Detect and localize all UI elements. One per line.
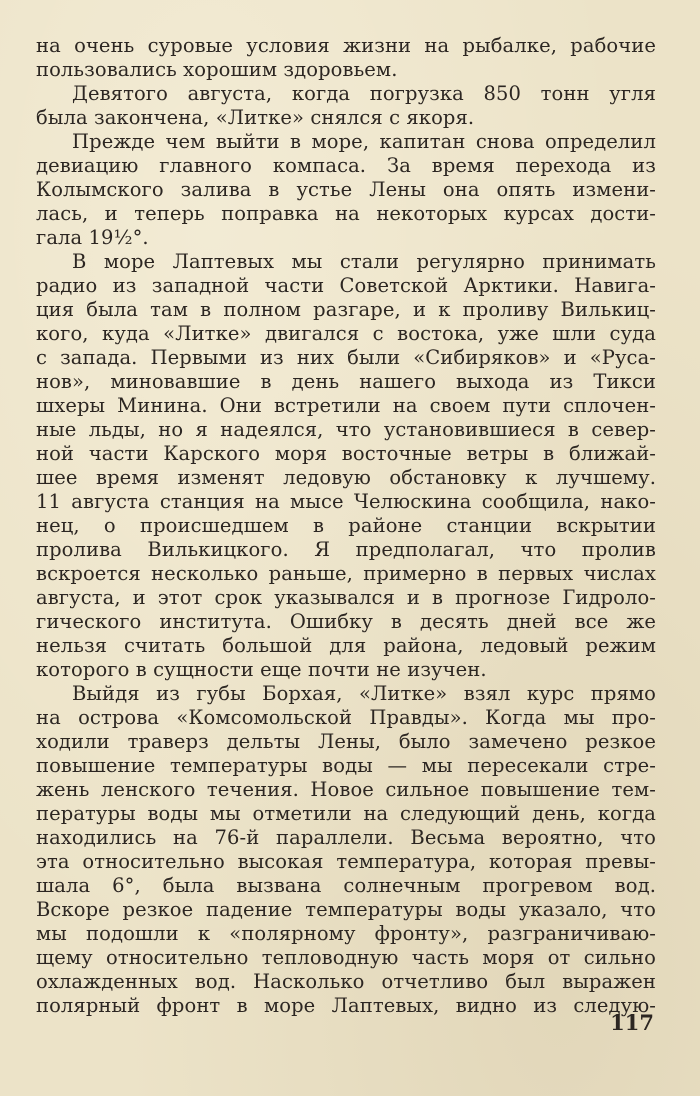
text-line: ной части Карского моря восточные ветры в ближай- xyxy=(36,442,656,465)
text-line: нельзя считать большой для района, ледовый режим xyxy=(36,634,656,657)
text-line: Девятого августа, когда погрузка 850 тонн угля xyxy=(72,82,656,105)
text-line: на острова «Комсомольской Правды». Когда мы про- xyxy=(36,706,656,729)
text-line: Прежде чем выйти в море, капитан снова определил xyxy=(72,130,656,153)
text-line: щему относительно тепловодную часть моря от сильно xyxy=(36,946,656,969)
body-text xyxy=(36,34,656,1018)
text-line: полярный фронт в море Лаптевых, видно из следую- xyxy=(36,994,656,1017)
text-line: на очень суровые условия жизни на рыбалке, рабочие xyxy=(36,34,656,57)
text-line: ция была там в полном разгаре, и к проливу Вилькиц- xyxy=(36,298,656,321)
text-line: августа, и этот срок указывался и в прогнозе Гидроло- xyxy=(36,586,656,609)
text-line: шее время изменят ледовую обстановку к лучшему. xyxy=(36,466,656,489)
text-line: пролива Вилькицкого. Я предполагал, что пролив xyxy=(36,538,656,561)
text-line: ные льды, но я надеялся, что установившиеся в север- xyxy=(36,418,656,441)
text-line: гического института. Ошибку в десять дней все же xyxy=(36,610,656,633)
text-line: девиацию главного компаса. За время перехода из xyxy=(36,154,656,177)
text-line: охлажденных вод. Насколько отчетливо был выражен xyxy=(36,970,656,993)
text-line: радио из западной части Советской Арктики. Навига- xyxy=(36,274,656,297)
text-line: пользовались хорошим здоровьем. xyxy=(36,58,398,81)
text-line: эта относительно высокая температура, которая превы- xyxy=(36,850,656,873)
text-line: Вскоре резкое падение температуры воды указало, что xyxy=(36,898,656,921)
text-line: находились на 76-й параллели. Весьма вероятно, что xyxy=(36,826,656,849)
text-line: была закончена, «Литке» снялся с якоря. xyxy=(36,106,475,129)
text-line: повышение температуры воды — мы пересекали стре- xyxy=(36,754,656,777)
text-line: шхеры Минина. Они встретили на своем пути сплочен- xyxy=(36,394,656,417)
text-line: с запада. Первыми из них были «Сибиряков» и «Руса- xyxy=(36,346,656,369)
text-line: которого в сущности еще почти не изучен. xyxy=(36,658,487,681)
page-number: 117 xyxy=(610,1010,654,1035)
text-line: жень ленского течения. Новое сильное повышение тем- xyxy=(36,778,656,801)
text-line: вскроется несколько раньше, примерно в первых числах xyxy=(36,562,656,585)
text-line: пературы воды мы отметили на следующий день, когда xyxy=(36,802,656,825)
text-line: шала 6°, была вызвана солнечным прогревом вод. xyxy=(36,874,656,897)
text-line: В море Лаптевых мы стали регулярно принимать xyxy=(72,250,656,273)
text-line: нец, о происшедшем в районе станции вскрытии xyxy=(36,514,656,537)
text-line: мы подошли к «полярному фронту», разграничиваю- xyxy=(36,922,656,945)
text-line: нов», миновавшие в день нашего выхода из Тикси xyxy=(36,370,656,393)
text-line: 11 августа станция на мысе Челюскина сообщила, нако- xyxy=(36,490,656,513)
text-line: гала 19½°. xyxy=(36,226,149,249)
text-line: Колымского залива в устье Лены она опять измени- xyxy=(36,178,656,201)
text-line: лась, и теперь поправка на некоторых курсах дости- xyxy=(36,202,656,225)
text-line: Выйдя из губы Борхая, «Литке» взял курс прямо xyxy=(72,682,656,705)
text-line: ходили траверз дельты Лены, было замечено резкое xyxy=(36,730,656,753)
text-line: кого, куда «Литке» двигался с востока, уже шли суда xyxy=(36,322,656,345)
